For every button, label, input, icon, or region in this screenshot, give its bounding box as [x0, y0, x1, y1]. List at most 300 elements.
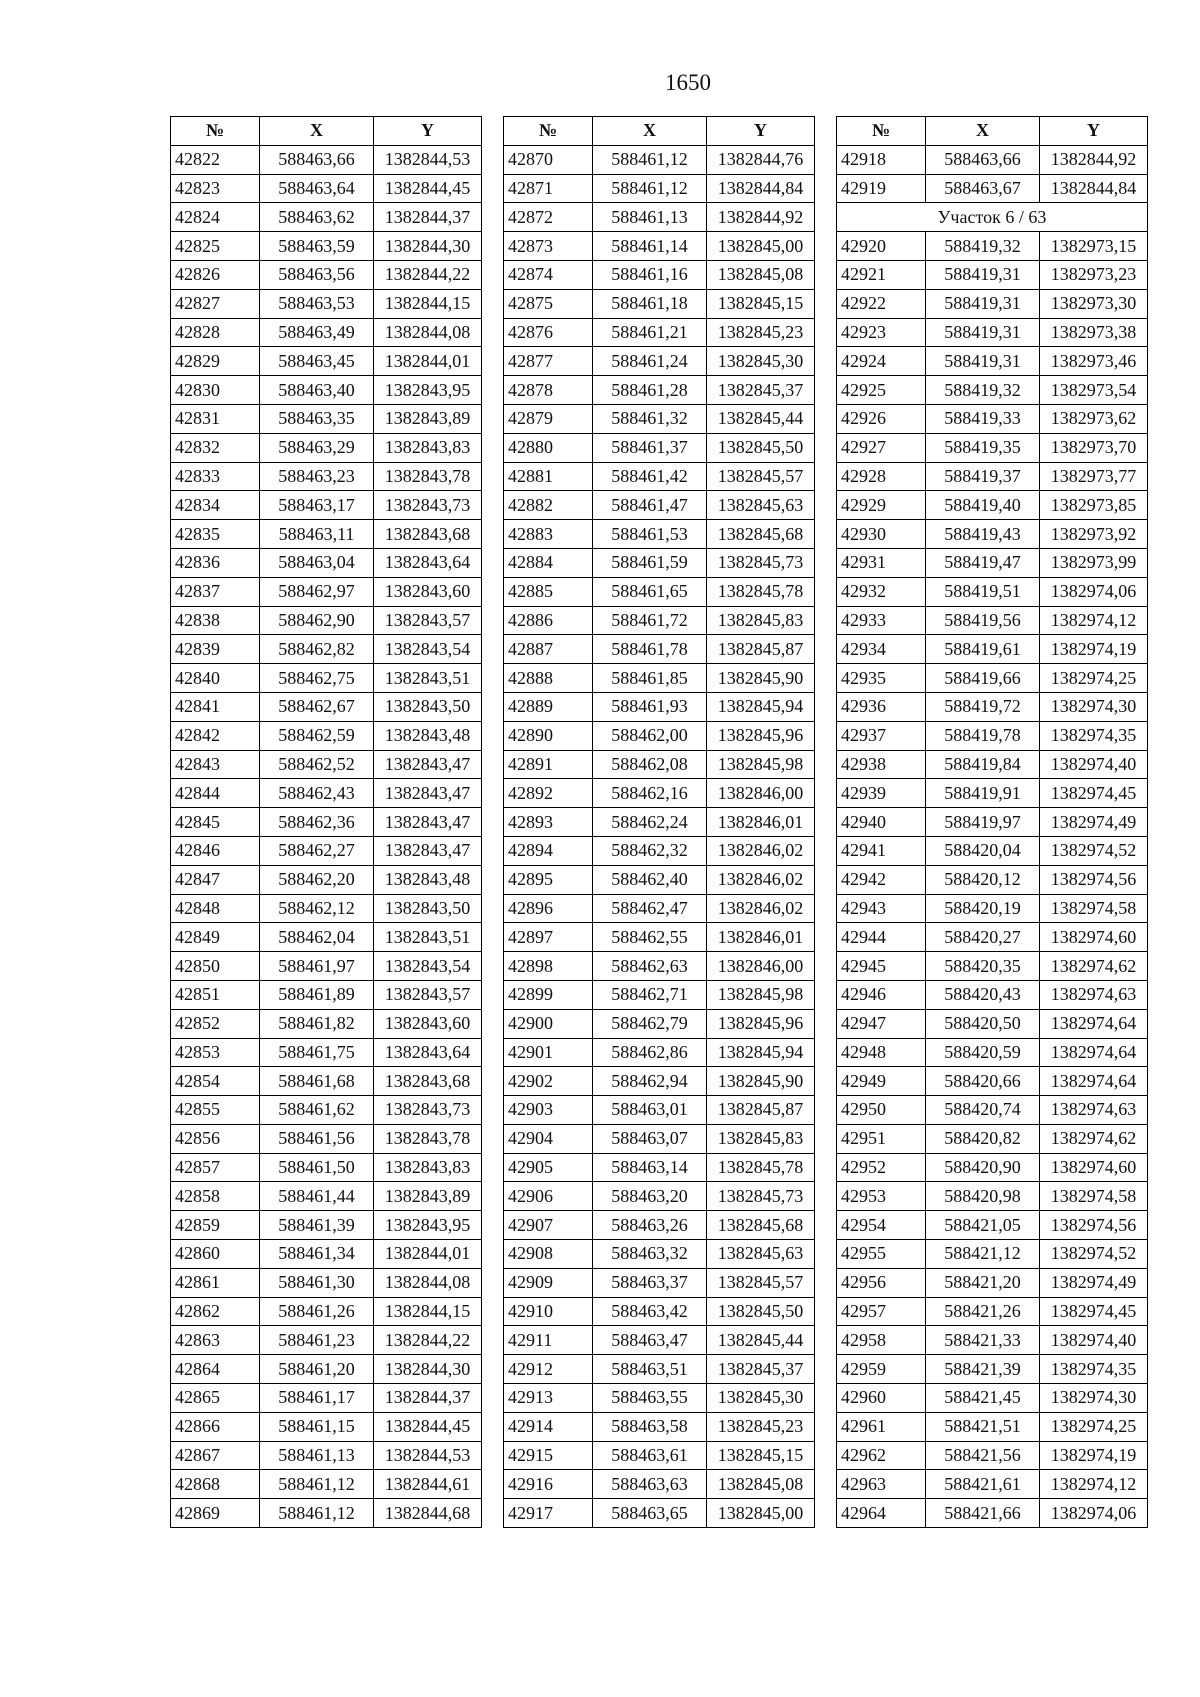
x-coordinate-cell: 588461,24 [593, 347, 707, 376]
table-row [504, 750, 815, 779]
x-coordinate-cell: 588461,34 [260, 1240, 374, 1269]
x-coordinate-cell: 588463,47 [593, 1326, 707, 1355]
table-row [837, 1038, 1148, 1067]
y-coordinate-cell: 1382974,49 [1040, 808, 1148, 837]
x-coordinate-cell: 588419,32 [926, 232, 1040, 261]
point-number-cell: 42912 [504, 1355, 593, 1384]
table-row [504, 145, 815, 174]
table-row [171, 1470, 482, 1499]
table-row [171, 1182, 482, 1211]
point-number-cell: 42896 [504, 894, 593, 923]
point-number-cell: 42853 [171, 1038, 260, 1067]
y-coordinate-cell: 1382974,06 [1040, 577, 1148, 606]
x-coordinate-cell: 588461,30 [260, 1268, 374, 1297]
point-number-cell: 42940 [837, 808, 926, 837]
y-coordinate-cell: 1382845,30 [707, 347, 815, 376]
x-coordinate-cell: 588462,47 [593, 894, 707, 923]
x-coordinate-cell: 588462,97 [260, 577, 374, 606]
x-coordinate-cell: 588461,78 [593, 635, 707, 664]
point-number-cell: 42938 [837, 750, 926, 779]
y-coordinate-cell: 1382843,47 [374, 808, 482, 837]
point-number-cell: 42855 [171, 1096, 260, 1125]
point-number-cell: 42879 [504, 404, 593, 433]
y-coordinate-cell: 1382845,78 [707, 577, 815, 606]
x-coordinate-cell: 588463,65 [593, 1499, 707, 1528]
table-row [837, 577, 1148, 606]
table-row [504, 1240, 815, 1269]
point-number-cell: 42838 [171, 606, 260, 635]
table-row [837, 721, 1148, 750]
y-coordinate-cell: 1382844,37 [374, 1384, 482, 1413]
table-row [171, 1499, 482, 1528]
table-row [504, 548, 815, 577]
x-coordinate-cell: 588462,36 [260, 808, 374, 837]
point-number-cell: 42866 [171, 1412, 260, 1441]
x-coordinate-cell: 588461,14 [593, 232, 707, 261]
point-number-cell: 42844 [171, 779, 260, 808]
point-number-cell: 42845 [171, 808, 260, 837]
x-coordinate-cell: 588463,37 [593, 1268, 707, 1297]
y-coordinate-cell: 1382843,78 [374, 462, 482, 491]
x-coordinate-cell: 588420,04 [926, 836, 1040, 865]
table-row [171, 1412, 482, 1441]
x-coordinate-cell: 588419,31 [926, 260, 1040, 289]
x-coordinate-cell: 588461,59 [593, 548, 707, 577]
table-row [837, 433, 1148, 462]
point-number-cell: 42943 [837, 894, 926, 923]
table-row [504, 433, 815, 462]
x-coordinate-cell: 588462,43 [260, 779, 374, 808]
table-row [837, 1499, 1148, 1528]
x-coordinate-cell: 588419,31 [926, 347, 1040, 376]
y-coordinate-cell: 1382843,47 [374, 750, 482, 779]
point-number-cell: 42925 [837, 376, 926, 405]
x-coordinate-cell: 588421,20 [926, 1268, 1040, 1297]
table-row [171, 664, 482, 693]
point-number-cell: 42906 [504, 1182, 593, 1211]
y-coordinate-cell: 1382844,76 [707, 145, 815, 174]
x-coordinate-cell: 588420,50 [926, 1009, 1040, 1038]
point-number-cell: 42887 [504, 635, 593, 664]
table-row [837, 145, 1148, 174]
x-coordinate-cell: 588419,72 [926, 692, 1040, 721]
table-row [837, 1297, 1148, 1326]
y-coordinate-cell: 1382974,06 [1040, 1499, 1148, 1528]
y-coordinate-cell: 1382843,57 [374, 980, 482, 1009]
x-coordinate-cell: 588419,31 [926, 318, 1040, 347]
x-coordinate-cell: 588419,66 [926, 664, 1040, 693]
x-coordinate-cell: 588420,59 [926, 1038, 1040, 1067]
y-coordinate-cell: 1382844,37 [374, 203, 482, 232]
x-coordinate-cell: 588463,67 [926, 174, 1040, 203]
x-coordinate-cell: 588462,55 [593, 923, 707, 952]
x-coordinate-cell: 588461,44 [260, 1182, 374, 1211]
point-number-cell: 42859 [171, 1211, 260, 1240]
x-coordinate-cell: 588421,56 [926, 1441, 1040, 1470]
x-coordinate-cell: 588420,12 [926, 865, 1040, 894]
table-row [837, 1412, 1148, 1441]
table-row [504, 520, 815, 549]
y-coordinate-cell: 1382974,62 [1040, 952, 1148, 981]
y-coordinate-cell: 1382844,22 [374, 1326, 482, 1355]
table-row [504, 635, 815, 664]
coordinates-table-2 [503, 116, 815, 1528]
x-coordinate-cell: 588420,43 [926, 980, 1040, 1009]
y-coordinate-cell: 1382845,78 [707, 1153, 815, 1182]
table-row [171, 865, 482, 894]
table-row [171, 260, 482, 289]
table-row [171, 721, 482, 750]
point-number-cell: 42865 [171, 1384, 260, 1413]
table-row [171, 1268, 482, 1297]
point-number-cell: 42926 [837, 404, 926, 433]
table-row [171, 404, 482, 433]
table-row [171, 433, 482, 462]
table-row [504, 1009, 815, 1038]
table-row [504, 1182, 815, 1211]
y-coordinate-cell: 1382846,02 [707, 865, 815, 894]
table-row [171, 491, 482, 520]
x-coordinate-cell: 588463,66 [926, 145, 1040, 174]
y-coordinate-cell: 1382974,56 [1040, 1211, 1148, 1240]
y-coordinate-cell: 1382974,25 [1040, 1412, 1148, 1441]
point-number-cell: 42937 [837, 721, 926, 750]
table-row [171, 1326, 482, 1355]
table-row [837, 750, 1148, 779]
y-coordinate-cell: 1382845,37 [707, 376, 815, 405]
y-coordinate-cell: 1382845,98 [707, 750, 815, 779]
x-coordinate-cell: 588419,56 [926, 606, 1040, 635]
table-row [504, 404, 815, 433]
y-coordinate-cell: 1382974,58 [1040, 1182, 1148, 1211]
y-coordinate-cell: 1382974,35 [1040, 1355, 1148, 1384]
y-coordinate-cell: 1382974,45 [1040, 1297, 1148, 1326]
x-coordinate-cell: 588462,32 [593, 836, 707, 865]
y-coordinate-cell: 1382974,63 [1040, 1096, 1148, 1125]
point-number-cell: 42884 [504, 548, 593, 577]
table-row [837, 491, 1148, 520]
point-number-cell: 42947 [837, 1009, 926, 1038]
table-row [837, 952, 1148, 981]
page-number: 1650 [665, 70, 711, 95]
point-number-cell: 42954 [837, 1211, 926, 1240]
point-number-cell: 42847 [171, 865, 260, 894]
x-coordinate-cell: 588462,20 [260, 865, 374, 894]
point-number-cell: 42958 [837, 1326, 926, 1355]
y-coordinate-cell: 1382845,37 [707, 1355, 815, 1384]
table-row [837, 1268, 1148, 1297]
x-coordinate-cell: 588462,90 [260, 606, 374, 635]
table-row [837, 1384, 1148, 1413]
table-row [504, 1297, 815, 1326]
table-row [837, 1470, 1148, 1499]
point-number-cell: 42885 [504, 577, 593, 606]
table-row [504, 260, 815, 289]
point-number-cell: 42919 [837, 174, 926, 203]
point-number-cell: 42890 [504, 721, 593, 750]
point-number-cell: 42870 [504, 145, 593, 174]
x-coordinate-cell: 588421,45 [926, 1384, 1040, 1413]
point-number-cell: 42913 [504, 1384, 593, 1413]
point-number-cell: 42910 [504, 1297, 593, 1326]
point-number-cell: 42962 [837, 1441, 926, 1470]
y-coordinate-cell: 1382974,56 [1040, 865, 1148, 894]
table-row [837, 174, 1148, 203]
x-coordinate-cell: 588419,47 [926, 548, 1040, 577]
table-row [837, 318, 1148, 347]
x-coordinate-cell: 588462,24 [593, 808, 707, 837]
y-coordinate-cell: 1382974,12 [1040, 1470, 1148, 1499]
point-number-cell: 42944 [837, 923, 926, 952]
table-row [171, 1153, 482, 1182]
point-number-cell: 42956 [837, 1268, 926, 1297]
table-row [171, 203, 482, 232]
table-row [171, 174, 482, 203]
y-coordinate-cell: 1382974,63 [1040, 980, 1148, 1009]
point-number-cell: 42897 [504, 923, 593, 952]
point-number-cell: 42857 [171, 1153, 260, 1182]
table-row [504, 664, 815, 693]
table-row [837, 1124, 1148, 1153]
y-coordinate-cell: 1382845,63 [707, 1240, 815, 1269]
point-number-cell: 42871 [504, 174, 593, 203]
point-number-cell: 42898 [504, 952, 593, 981]
y-coordinate-cell: 1382845,50 [707, 1297, 815, 1326]
table-row [837, 664, 1148, 693]
table-row [837, 520, 1148, 549]
y-coordinate-cell: 1382974,64 [1040, 1009, 1148, 1038]
x-coordinate-cell: 588420,90 [926, 1153, 1040, 1182]
x-coordinate-cell: 588461,21 [593, 318, 707, 347]
point-number-cell: 42862 [171, 1297, 260, 1326]
x-coordinate-cell: 588463,58 [593, 1412, 707, 1441]
table-row [504, 1067, 815, 1096]
table-row [171, 635, 482, 664]
y-coordinate-cell: 1382845,94 [707, 1038, 815, 1067]
table-row [837, 808, 1148, 837]
x-coordinate-cell: 588462,82 [260, 635, 374, 664]
y-coordinate-cell: 1382843,48 [374, 865, 482, 894]
y-coordinate-cell: 1382845,44 [707, 1326, 815, 1355]
table-row [171, 692, 482, 721]
point-number-cell: 42843 [171, 750, 260, 779]
x-coordinate-cell: 588419,31 [926, 289, 1040, 318]
table-row [837, 1355, 1148, 1384]
table-row [171, 462, 482, 491]
point-number-cell: 42942 [837, 865, 926, 894]
table-row [837, 1326, 1148, 1355]
table-row [171, 1384, 482, 1413]
y-coordinate-cell: 1382843,60 [374, 1009, 482, 1038]
x-coordinate-cell: 588419,97 [926, 808, 1040, 837]
point-number-cell: 42939 [837, 779, 926, 808]
table-row [837, 1153, 1148, 1182]
point-number-cell: 42832 [171, 433, 260, 462]
y-coordinate-cell: 1382845,23 [707, 318, 815, 347]
x-coordinate-cell: 588421,51 [926, 1412, 1040, 1441]
table-row [837, 980, 1148, 1009]
y-coordinate-cell: 1382974,60 [1040, 1153, 1148, 1182]
point-number-cell: 42873 [504, 232, 593, 261]
y-coordinate-cell: 1382844,92 [1040, 145, 1148, 174]
y-coordinate-cell: 1382843,64 [374, 548, 482, 577]
point-number-cell: 42904 [504, 1124, 593, 1153]
point-number-cell: 42905 [504, 1153, 593, 1182]
point-number-cell: 42864 [171, 1355, 260, 1384]
x-coordinate-cell: 588420,19 [926, 894, 1040, 923]
x-coordinate-cell: 588462,12 [260, 894, 374, 923]
point-number-cell: 42822 [171, 145, 260, 174]
point-number-cell: 42945 [837, 952, 926, 981]
x-coordinate-cell: 588421,05 [926, 1211, 1040, 1240]
x-coordinate-cell: 588463,61 [593, 1441, 707, 1470]
y-coordinate-cell: 1382974,25 [1040, 664, 1148, 693]
y-coordinate-cell: 1382973,62 [1040, 404, 1148, 433]
table-row [171, 923, 482, 952]
point-number-cell: 42846 [171, 836, 260, 865]
y-coordinate-cell: 1382973,46 [1040, 347, 1148, 376]
x-coordinate-cell: 588463,40 [260, 376, 374, 405]
x-coordinate-cell: 588462,67 [260, 692, 374, 721]
y-coordinate-cell: 1382843,73 [374, 1096, 482, 1125]
y-coordinate-cell: 1382843,51 [374, 923, 482, 952]
x-coordinate-cell: 588463,04 [260, 548, 374, 577]
y-coordinate-cell: 1382844,92 [707, 203, 815, 232]
table-row [837, 1067, 1148, 1096]
y-coordinate-cell: 1382843,83 [374, 433, 482, 462]
table-row [504, 1499, 815, 1528]
y-coordinate-cell: 1382845,00 [707, 232, 815, 261]
y-coordinate-cell: 1382843,95 [374, 1211, 482, 1240]
point-number-cell: 42842 [171, 721, 260, 750]
x-coordinate-cell: 588463,42 [593, 1297, 707, 1326]
x-coordinate-cell: 588461,50 [260, 1153, 374, 1182]
x-coordinate-cell: 588421,39 [926, 1355, 1040, 1384]
x-coordinate-cell: 588419,40 [926, 491, 1040, 520]
y-coordinate-cell: 1382845,87 [707, 635, 815, 664]
x-coordinate-cell: 588461,13 [593, 203, 707, 232]
point-number-cell: 42923 [837, 318, 926, 347]
x-coordinate-cell: 588461,93 [593, 692, 707, 721]
point-number-cell: 42883 [504, 520, 593, 549]
point-number-cell: 42876 [504, 318, 593, 347]
y-coordinate-cell: 1382845,98 [707, 980, 815, 1009]
table-row [171, 750, 482, 779]
x-coordinate-cell: 588462,27 [260, 836, 374, 865]
point-number-cell: 42837 [171, 577, 260, 606]
point-number-cell: 42950 [837, 1096, 926, 1125]
x-coordinate-cell: 588463,23 [260, 462, 374, 491]
y-coordinate-cell: 1382843,54 [374, 635, 482, 664]
point-number-cell: 42946 [837, 980, 926, 1009]
table-row [171, 1009, 482, 1038]
y-coordinate-cell: 1382974,60 [1040, 923, 1148, 952]
point-number-cell: 42867 [171, 1441, 260, 1470]
x-coordinate-cell: 588461,65 [593, 577, 707, 606]
y-coordinate-cell: 1382845,57 [707, 1268, 815, 1297]
header-x: X [593, 117, 707, 146]
y-coordinate-cell: 1382845,50 [707, 433, 815, 462]
y-coordinate-cell: 1382974,35 [1040, 721, 1148, 750]
x-coordinate-cell: 588461,17 [260, 1384, 374, 1413]
point-number-cell: 42924 [837, 347, 926, 376]
y-coordinate-cell: 1382845,63 [707, 491, 815, 520]
x-coordinate-cell: 588463,07 [593, 1124, 707, 1153]
table-row [171, 1441, 482, 1470]
x-coordinate-cell: 588461,15 [260, 1412, 374, 1441]
table-row [504, 1412, 815, 1441]
x-coordinate-cell: 588463,20 [593, 1182, 707, 1211]
x-coordinate-cell: 588421,66 [926, 1499, 1040, 1528]
point-number-cell: 42933 [837, 606, 926, 635]
y-coordinate-cell: 1382843,64 [374, 1038, 482, 1067]
y-coordinate-cell: 1382844,53 [374, 145, 482, 174]
y-coordinate-cell: 1382845,96 [707, 1009, 815, 1038]
point-number-cell: 42872 [504, 203, 593, 232]
point-number-cell: 42841 [171, 692, 260, 721]
point-number-cell: 42900 [504, 1009, 593, 1038]
table-row [171, 1096, 482, 1125]
table-row [837, 404, 1148, 433]
table-row [837, 1211, 1148, 1240]
table-row [837, 635, 1148, 664]
table-row [837, 347, 1148, 376]
y-coordinate-cell: 1382843,48 [374, 721, 482, 750]
x-coordinate-cell: 588463,53 [260, 289, 374, 318]
point-number-cell: 42826 [171, 260, 260, 289]
y-coordinate-cell: 1382973,77 [1040, 462, 1148, 491]
y-coordinate-cell: 1382973,38 [1040, 318, 1148, 347]
table-row [171, 1211, 482, 1240]
point-number-cell: 42921 [837, 260, 926, 289]
y-coordinate-cell: 1382844,15 [374, 289, 482, 318]
table-row [171, 606, 482, 635]
table-row [504, 491, 815, 520]
table-row [504, 376, 815, 405]
table-row [504, 1355, 815, 1384]
x-coordinate-cell: 588461,32 [593, 404, 707, 433]
table-row [504, 1384, 815, 1413]
point-number-cell: 42957 [837, 1297, 926, 1326]
y-coordinate-cell: 1382846,01 [707, 808, 815, 837]
x-coordinate-cell: 588462,40 [593, 865, 707, 894]
point-number-cell: 42951 [837, 1124, 926, 1153]
table-row [171, 836, 482, 865]
x-coordinate-cell: 588419,43 [926, 520, 1040, 549]
y-coordinate-cell: 1382845,96 [707, 721, 815, 750]
x-coordinate-cell: 588419,33 [926, 404, 1040, 433]
x-coordinate-cell: 588463,11 [260, 520, 374, 549]
point-number-cell: 42863 [171, 1326, 260, 1355]
y-coordinate-cell: 1382844,22 [374, 260, 482, 289]
x-coordinate-cell: 588461,28 [593, 376, 707, 405]
y-coordinate-cell: 1382845,73 [707, 548, 815, 577]
x-coordinate-cell: 588462,59 [260, 721, 374, 750]
point-number-cell: 42931 [837, 548, 926, 577]
y-coordinate-cell: 1382843,78 [374, 1124, 482, 1153]
y-coordinate-cell: 1382844,01 [374, 1240, 482, 1269]
point-number-cell: 42909 [504, 1268, 593, 1297]
table-row [837, 462, 1148, 491]
y-coordinate-cell: 1382845,68 [707, 1211, 815, 1240]
x-coordinate-cell: 588463,63 [593, 1470, 707, 1499]
header-row [504, 117, 815, 146]
point-number-cell: 42875 [504, 289, 593, 318]
y-coordinate-cell: 1382846,01 [707, 923, 815, 952]
y-coordinate-cell: 1382844,45 [374, 174, 482, 203]
y-coordinate-cell: 1382846,02 [707, 836, 815, 865]
point-number-cell: 42877 [504, 347, 593, 376]
